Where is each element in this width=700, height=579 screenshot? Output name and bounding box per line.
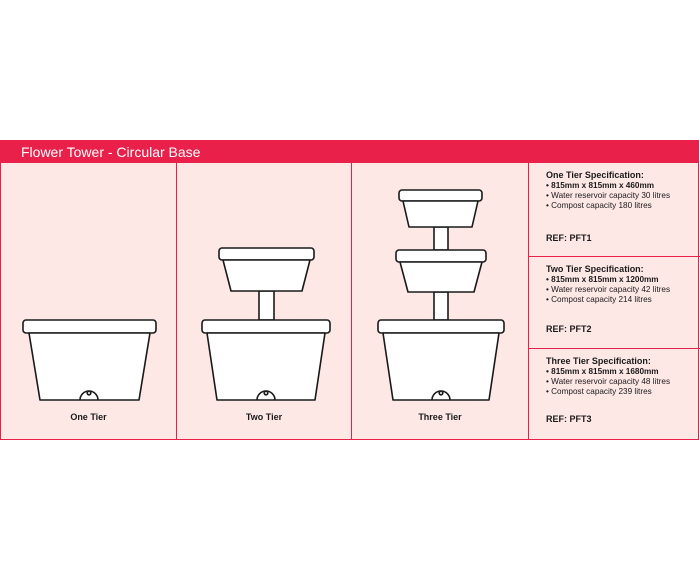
one-tier-drain-hole	[87, 391, 91, 395]
one-tier-caption: One Tier	[70, 412, 107, 422]
three-tier-middle-bowl	[400, 262, 482, 292]
two-tier-top-rim	[219, 248, 314, 260]
three-tier-top-rim	[399, 190, 482, 201]
product-sheet	[0, 140, 699, 440]
two-tier-caption: Two Tier	[245, 412, 283, 422]
spec-two-tier-water: • Water reservoir capacity 42 litres	[546, 285, 671, 294]
three-tier-base-bowl	[383, 333, 499, 400]
page-title: Flower Tower - Circular Base	[1, 141, 698, 163]
spec-one-tier	[529, 163, 700, 257]
one-tier-planter-illustration	[1, 163, 177, 439]
spec-one-tier-ref: REF: PFT1	[546, 233, 592, 243]
spec-three-tier-dimensions: • 815mm x 815mm x 1680mm	[546, 367, 659, 376]
panel-one-tier	[1, 163, 177, 439]
spec-three-tier-ref: REF: PFT3	[546, 414, 592, 424]
spec-two-tier-title: Two Tier Specification:	[546, 264, 644, 274]
two-tier-stem	[259, 291, 274, 320]
three-tier-lower-stem	[434, 292, 448, 320]
spec-one-tier-water: • Water reservoir capacity 30 litres	[546, 191, 671, 200]
panel-two-tier	[177, 163, 352, 439]
two-tier-drain-hole	[264, 391, 268, 395]
three-tier-drain-hole	[439, 391, 443, 395]
spec-one-tier-title: One Tier Specification:	[546, 170, 644, 180]
two-tier-base-rim	[202, 320, 330, 333]
three-tier-top-bowl	[403, 201, 478, 227]
spec-two-tier-dimensions: • 815mm x 815mm x 1200mm	[546, 275, 659, 284]
spec-two-tier-compost: • Compost capacity 214 litres	[546, 295, 652, 304]
spec-one-tier-compost: • Compost capacity 180 litres	[546, 201, 652, 210]
spec-three-tier-compost: • Compost capacity 239 litres	[546, 387, 652, 396]
spec-three-tier-water: • Water reservoir capacity 48 litres	[546, 377, 671, 386]
panel-three-tier	[352, 163, 529, 439]
one-tier-base-bowl	[29, 333, 150, 400]
spec-two-tier	[529, 257, 700, 349]
two-tier-planter-illustration	[177, 163, 352, 439]
spec-three-tier	[529, 349, 700, 439]
spec-one-tier-dimensions: • 815mm x 815mm x 460mm	[546, 181, 655, 190]
spec-three-tier-title: Three Tier Specification:	[546, 356, 651, 366]
three-tier-caption: Three Tier	[418, 412, 462, 422]
two-tier-base-bowl	[207, 333, 325, 400]
three-tier-middle-rim	[396, 250, 486, 262]
three-tier-planter-illustration	[352, 163, 529, 439]
three-tier-base-rim	[378, 320, 504, 333]
three-tier-upper-stem	[434, 227, 448, 250]
one-tier-base-rim	[23, 320, 156, 333]
spec-two-tier-ref: REF: PFT2	[546, 324, 592, 334]
two-tier-top-bowl	[223, 260, 310, 291]
